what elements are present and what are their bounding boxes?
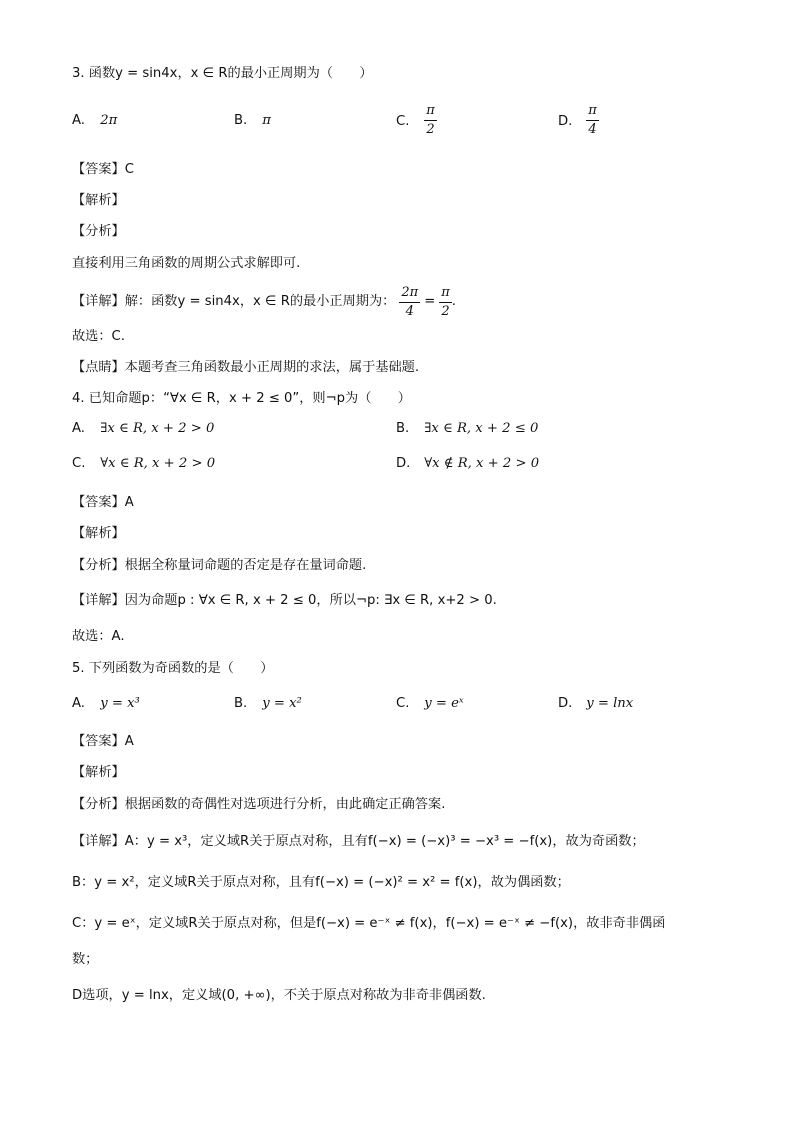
option-value: ∃x ∈ R, x + 2 ≤ 0 [424, 421, 539, 436]
q5-option-a[interactable] [72, 696, 140, 711]
option-label: B. [234, 113, 248, 128]
fraction-numerator: π [586, 104, 599, 121]
q5-detail-c-line2: 数； [72, 952, 99, 967]
q5-fenxi: 【分析】根据函数的奇偶性对选项进行分析，由此确定正确答案. [72, 797, 446, 812]
q3-option-a[interactable] [72, 113, 117, 128]
q5-detail-c-line1: C：y = eˣ，定义域R关于原点对称，但是f(−x) = e⁻ˣ ≠ f(x)，f(−x) = e⁻ˣ ≠ −f(x)，故非奇非偶函 [72, 916, 666, 931]
fraction-numerator: 2π [399, 286, 420, 303]
option-value: y = x² [262, 696, 302, 711]
q4-detail: 【详解】因为命题p : ∀x ∈ R, x + 2 ≤ 0，所以¬p: ∃x ∈ R, x+2 > 0. [72, 593, 497, 608]
q3-choice: 故选：C. [72, 329, 125, 344]
detail-text: 【详解】解：函数y = sin4x，x ∈ R的最小正周期为： [72, 294, 396, 309]
q5-option-d[interactable] [558, 696, 633, 711]
option-value: y = eˣ [424, 696, 464, 711]
option-label: D. [558, 696, 573, 711]
question-3-stem: 3. 函数y = sin4x，x ∈ R的最小正周期为（ ） [72, 66, 373, 81]
q3-option-b[interactable] [234, 113, 271, 128]
q3-detail [72, 280, 456, 324]
q3-answer: 【答案】C [72, 162, 134, 177]
option-label: D. [558, 113, 573, 129]
q4-fenxi: 【分析】根据全称量词命题的否定是存在量词命题. [72, 558, 367, 573]
period: . [451, 294, 456, 309]
fraction [424, 104, 437, 137]
option-label: A. [72, 421, 85, 436]
option-label: B. [234, 696, 248, 711]
option-label: D. [396, 456, 411, 471]
q4-option-c[interactable] [72, 456, 215, 471]
q3-option-c[interactable] [396, 104, 437, 137]
fraction-denominator: 4 [588, 122, 597, 137]
q4-option-b[interactable] [396, 421, 538, 436]
fraction-denominator: 2 [426, 122, 435, 137]
q4-choice: 故选：A. [72, 629, 125, 644]
question-5-stem: 5. 下列函数为奇函数的是（ ） [72, 661, 274, 676]
equals-sign: = [424, 294, 436, 309]
q4-answer: 【答案】A [72, 495, 134, 510]
fraction-denominator: 4 [405, 303, 414, 319]
q4-analysis-heading: 【解析】 [72, 526, 125, 541]
fraction-numerator: π [424, 104, 437, 121]
question-4-stem: 4. 已知命题p：“∀x ∈ R，x + 2 ≤ 0”，则¬p为（ ） [72, 391, 411, 406]
fraction-denominator: 2 [441, 303, 450, 319]
option-label: A. [72, 113, 85, 128]
q5-detail-d: D选项，y = lnx，定义域(0, +∞)，不关于原点对称故为非奇非偶函数. [72, 988, 486, 1003]
fraction [586, 104, 599, 137]
option-value: π [262, 113, 271, 128]
q5-option-b[interactable] [234, 696, 302, 711]
option-label: A. [72, 696, 85, 711]
q5-detail-a: 【详解】A：y = x³，定义域R关于原点对称，且有f(−x) = (−x)³ = −x³ = −f(x)，故为奇函数； [72, 834, 645, 849]
fraction-numerator: π [439, 286, 452, 303]
q5-option-c[interactable] [396, 696, 464, 711]
q3-fenxi-text: 直接利用三角函数的周期公式求解即可. [72, 256, 301, 271]
q4-option-a[interactable] [72, 421, 214, 436]
option-value: ∃x ∈ R, x + 2 > 0 [100, 421, 215, 436]
q5-detail-b: B：y = x²，定义域R关于原点对称，且有f(−x) = (−x)² = x² = f(x)，故为偶函数； [72, 875, 570, 890]
option-value: y = x³ [100, 696, 140, 711]
q5-analysis-heading: 【解析】 [72, 765, 125, 780]
fraction [399, 286, 420, 319]
q3-fenxi-tag: 【分析】 [72, 224, 125, 239]
option-label: C. [396, 696, 410, 711]
option-label: C. [396, 113, 410, 129]
q4-option-d[interactable] [396, 456, 539, 471]
option-value: 2π [100, 113, 118, 128]
q5-answer: 【答案】A [72, 734, 134, 749]
option-value: y = lnx [586, 696, 634, 711]
q3-option-d[interactable] [558, 104, 599, 137]
q3-analysis-heading: 【解析】 [72, 193, 125, 208]
option-label: C. [72, 456, 86, 471]
option-value: ∀x ∈ R, x + 2 > 0 [100, 456, 216, 471]
fraction [439, 286, 452, 319]
option-label: B. [396, 421, 410, 436]
q3-remark: 【点睛】本题考查三角函数最小正周期的求法，属于基础题. [72, 360, 420, 375]
option-value: ∀x ∉ R, x + 2 > 0 [424, 456, 540, 471]
